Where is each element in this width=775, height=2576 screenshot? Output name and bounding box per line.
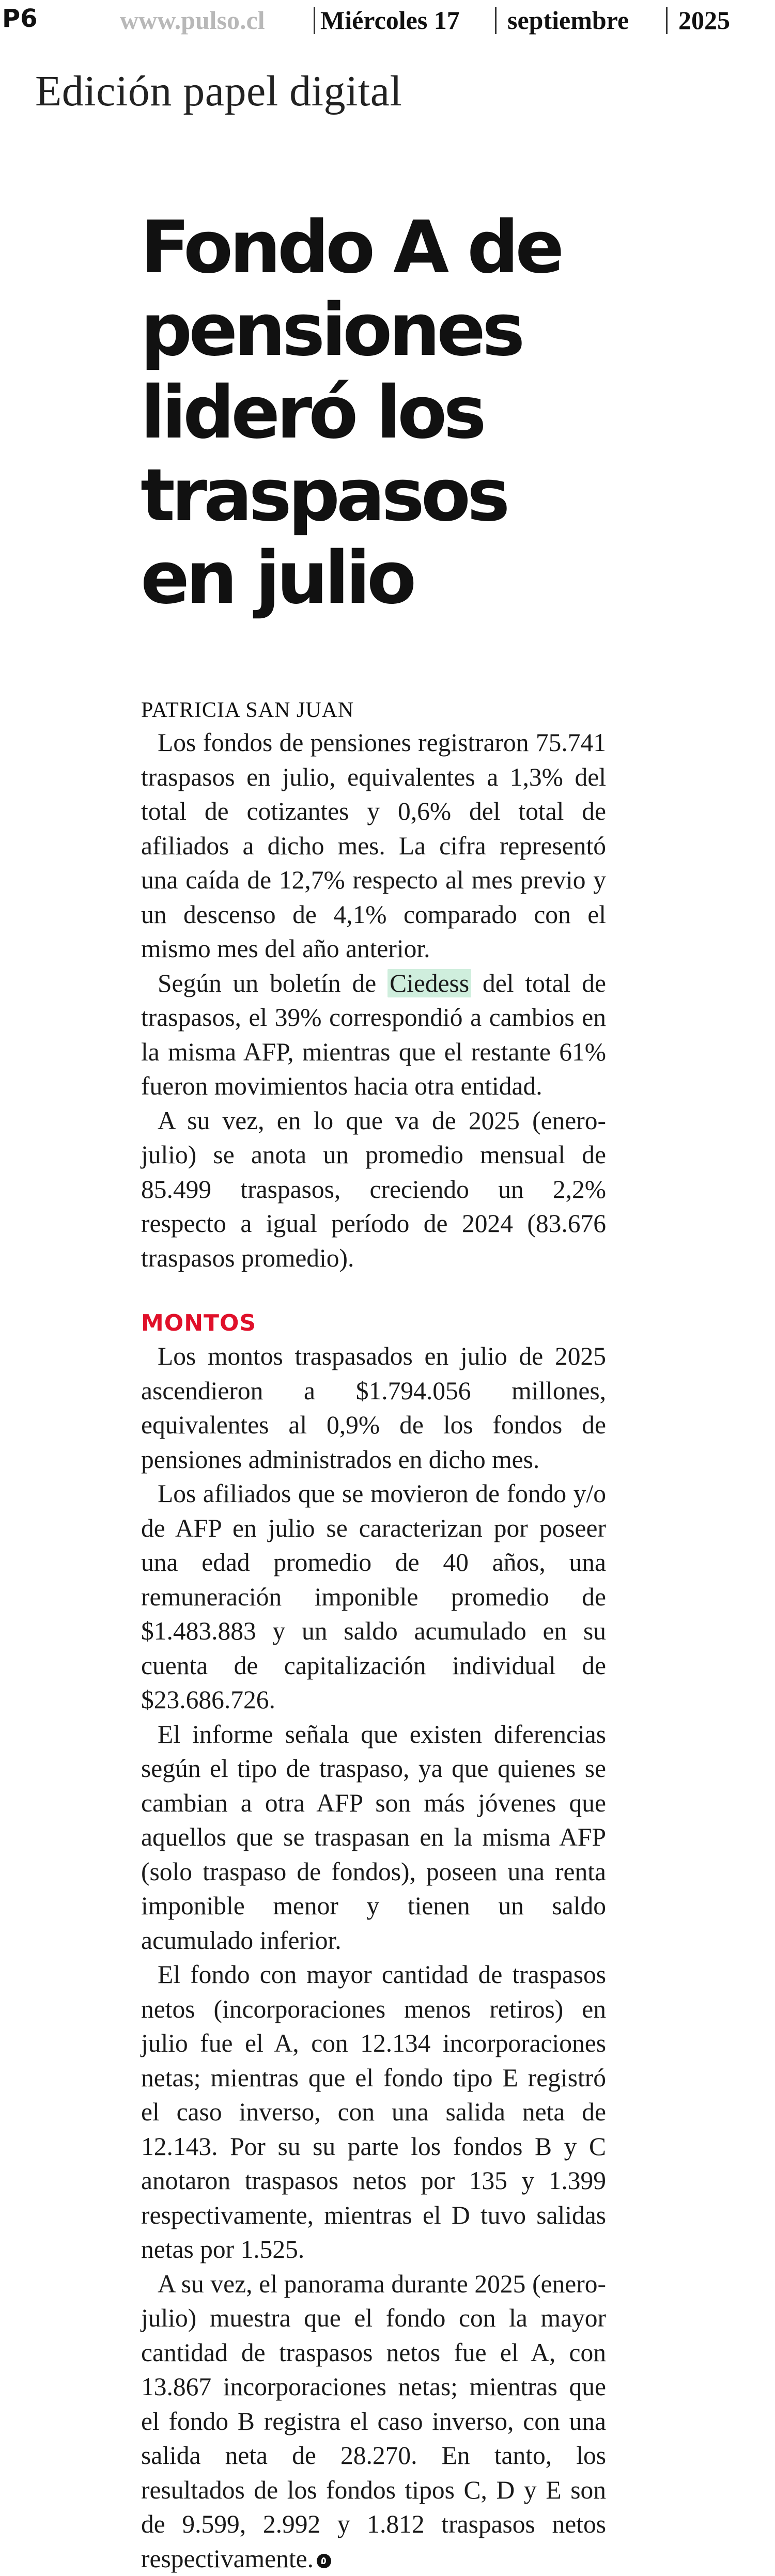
body-paragraph: Los afiliados que se movieron de fondo y/o de AFP en julio se caracterizan por poseer una edad promedio de 40 años, una remuneración imponible promedio de $1.483.883 y un saldo acumulado en su cuenta de capitalización individual de $23.686.726.: [141, 1477, 606, 1718]
paragraph-text: A su vez, el panorama durante 2025 (enero-julio) muestra que el fondo con la mayor cantidad de traspasos netos fue el A, con 13.867 incorporaciones netas; mientras que el fondo B registra el caso inverso, con una salida neta de 28.270. En tanto, los resultados de los fondos tipos C, D y E son de 9.599, 2.992 y 1.812 traspasos netos respectivamente.: [141, 2270, 606, 2573]
headline-line: Fondo A de: [141, 207, 657, 289]
body-paragraph: El informe señala que existen diferencias según el tipo de traspaso, ya que quienes se cambian a otra AFP son más jóvenes que aquellos que se traspasan en la misma AFP (solo traspaso de fondos), poseen una renta imponible menor y tienen un saldo acumulado inferior.: [141, 1718, 606, 1958]
body-paragraph: Los montos traspasados en julio de 2025 ascendieron a $1.794.056 millones, equivalentes al 0,9% de los fondos de pensiones administrados en dicho mes.: [141, 1339, 606, 1477]
article-body: [141, 695, 606, 2576]
header-separator: [666, 7, 668, 34]
headline-line: en julio: [141, 537, 657, 620]
page-header: [0, 0, 775, 39]
header-separator: [495, 7, 497, 34]
paragraph-text: del total de traspasos, el 39% correspondió a cambios en la misma AFP, mientras que el restante 61% fueron movimientos hacia otra entidad.: [141, 969, 606, 1101]
page-number: P6: [2, 4, 38, 33]
header-year: 2025: [678, 5, 730, 35]
headline: [141, 207, 657, 620]
highlighted-source: Ciedess: [388, 969, 471, 997]
body-paragraph: Los fondos de pensiones registraron 75.741 traspasos en julio, equivalentes a 1,3% del total de cotizantes y 0,6% del total de afiliados a dicho mes. La cifra representó una caída de 12,7% respecto al mes previo y un descenso de 4,1% comparado con el mismo mes del año anterior.: [141, 726, 606, 966]
headline-line: lideró los: [141, 372, 657, 455]
paragraph-text: Según un boletín de: [158, 969, 388, 997]
header-month: septiembre: [507, 5, 629, 35]
headline-line: traspasos: [141, 455, 657, 537]
edition-label: Edición papel digital: [35, 66, 402, 116]
end-of-article-icon: [317, 2554, 331, 2568]
section-heading: MONTOS: [141, 1307, 606, 1339]
byline: PATRICIA SAN JUAN: [141, 695, 606, 726]
header-day: Miércoles 17: [320, 5, 460, 35]
site-url[interactable]: www.pulso.cl: [120, 5, 265, 35]
body-paragraph: A su vez, en lo que va de 2025 (enero-julio) se anota un promedio mensual de 85.499 traspasos, creciendo un 2,2% respecto a igual período de 2024 (83.676 traspasos promedio).: [141, 1104, 606, 1276]
header-separator: [314, 7, 315, 34]
body-paragraph: [141, 966, 606, 1104]
headline-line: pensiones: [141, 289, 657, 372]
body-paragraph: [141, 2267, 606, 2576]
body-paragraph: El fondo con mayor cantidad de traspasos netos (incorporaciones menos retiros) en julio fue el A, con 12.134 incorporaciones netas; mientras que el fondo tipo E registró el caso inverso, con una salida neta de 12.143. Por su su parte los fondos B y C anotaron traspasos netos por 135 y 1.399 respectivamente, mientras el D tuvo salidas netas por 1.525.: [141, 1958, 606, 2267]
